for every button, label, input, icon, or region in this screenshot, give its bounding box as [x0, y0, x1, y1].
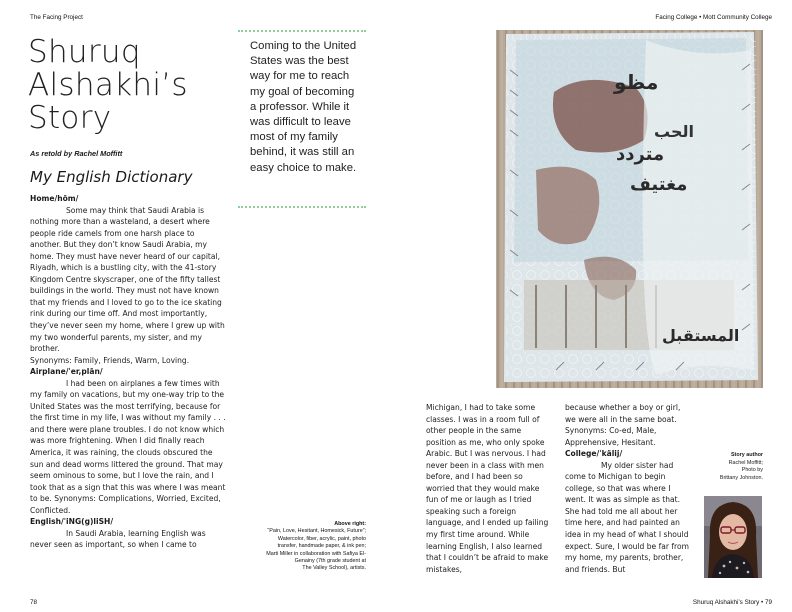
author-caption-line-2: Rachel Moffitt; [728, 459, 763, 466]
paragraph-college: My older sister had come to Michigan to begin college, so that was where I went. It was as simple as that. She had told me all about her time here, and had painted an idea in my head of what I should expect. Sure, I would be far from my home, my parents, brother, and friends. But [565, 460, 689, 574]
synonyms-home: Synonyms: Family, Friends, Warm, Loving. [30, 355, 190, 365]
art-caption-line-3: Watercolor, fiber, acrylic, paint, photo [277, 535, 366, 542]
title-line-2: Alshakhi’s [28, 67, 188, 103]
paragraph-english: In Saudi Arabia, learning English was never seen as important, so when I came to [30, 528, 206, 550]
author-portrait [704, 496, 762, 578]
art-arabic-2: الحب [654, 122, 694, 141]
art-caption-line-2: “Pain, Love, Hesitant, Homesick, Future”; [267, 528, 366, 535]
entry-airplane: Airplane/ˈer,plān/ [30, 367, 103, 377]
body-column-1 [30, 193, 228, 551]
author-caption-line-4: Brittany Johnston. [719, 474, 763, 481]
art-caption-line-7: The Valley School), artists. [302, 565, 366, 572]
story-title [28, 36, 218, 135]
running-header-right: Facing College • Mott Community College [655, 14, 772, 21]
title-line-3: Story [28, 100, 112, 136]
entry-english: English/ˈiNG(g)liSH/ [30, 517, 114, 527]
art-arabic-3: متردد [616, 144, 665, 165]
page-number-left: 78 [30, 599, 38, 606]
paragraph-home: Some may think that Saudi Arabia is nothing more than a wasteland, a desert where people ride camels from one harsh place to another. But they don’t know Saudi Arabia, my home. They must have never heard of our capital, Riyadh, which is a bustling city, with the 41-story Kingdom Centre skyscraper, one of the fifty tallest buildings in the world. They must not have known that my friends and I loved to go to the ice skating rink during our time off. And most importantly, they’ve never seen my home, where I grew up with my two wonderful parents, my sister, and my brother. [30, 205, 225, 354]
artwork-image [496, 30, 763, 388]
portrait-illustration [704, 496, 762, 578]
art-arabic-1: مظو [614, 70, 659, 94]
art-arabic-4: مغتيف [630, 174, 688, 195]
author-caption-line-3: Photo by [741, 467, 763, 474]
pull-quote [238, 30, 366, 208]
art-caption-line-1: Above right: [334, 521, 366, 527]
paragraph-english-cont: Michigan, I had to take some classes. I was in a room full of other people in the same position as me, who only spoke Arabic. But I was nervous. I had never been in a class with men before, and I had been so worried that they would make fun of me or laugh as I tried speaking such a foreign language, and I ended up failing my first time around. While learning English, I also learned that I couldn’t be afraid to make mistakes, [426, 403, 549, 574]
author-caption-line-1: Story author [730, 452, 763, 458]
paragraph-english-end: because whether a boy or girl, we were all in the same boat. Synonyms: Co-ed, Male, Apprehensive, Hesitant. [565, 403, 681, 447]
title-line-1: Shuruq [28, 34, 141, 70]
section-heading: My English Dictionary [30, 168, 193, 186]
pull-quote-text: Coming to the United States was the best way for me to reach my goal of becoming a professor. While it was difficult to leave most of my family behind, it was still an easy choice to make. [250, 40, 357, 174]
paragraph-airplane: I had been on airplanes a few times with my family on vacations, but my one-way trip to the United States was the most terrifying, because for the first time in my life, I was without my family . . . and there were plane troubles. I do not know which was more frightening. When I did finally reach America, it was raining, the clouds obscured the sun and dead worms littered the ground. That may seem ominous to some, but I love the rain, and I took that as a sign that this was where I was meant to be. Synonyms: Complications, Worried, Excited, Conflicted. [30, 378, 226, 515]
page-number-right: Shuruq Alshakhi’s Story • 79 [692, 599, 772, 606]
byline: As retold by Rachel Moffitt [30, 149, 123, 158]
art-caption-line-6: Genainy (7th grade student at [294, 558, 366, 565]
entry-college: College/ˈkälij/ [565, 449, 623, 459]
body-column-4 [565, 402, 693, 575]
art-caption-line-5: Marti Miller in collaboration with Safiya El- [266, 550, 366, 557]
author-photo-caption [697, 452, 763, 482]
running-header-left: The Facing Project [30, 14, 83, 21]
art-caption [240, 521, 366, 573]
body-column-3 [426, 402, 550, 575]
art-arabic-5: المستقبل [662, 326, 740, 345]
art-caption-line-4: transfer, handmade paper, & ink pen; [277, 543, 366, 550]
entry-home: Home/hōm/ [30, 194, 79, 203]
